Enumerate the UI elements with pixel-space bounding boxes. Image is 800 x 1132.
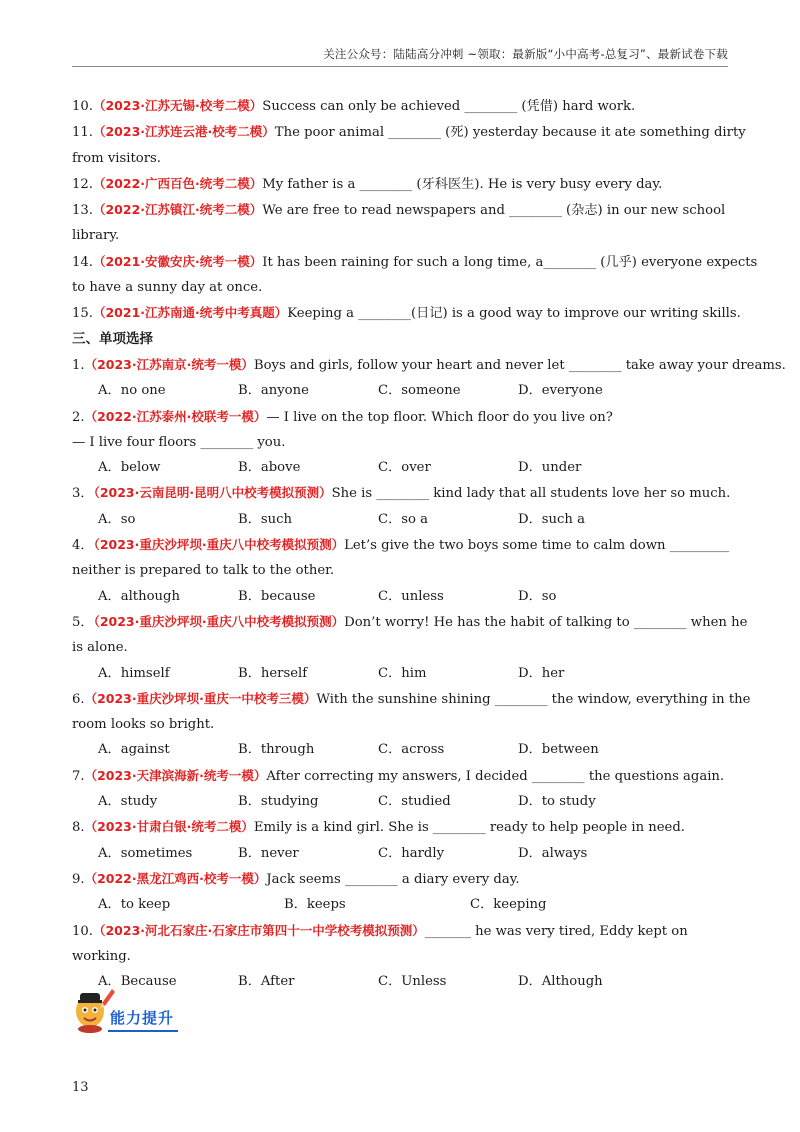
question-line bbox=[72, 197, 728, 223]
question-text: She is ________ kind lady that all students love her so much. bbox=[331, 486, 731, 502]
answer-options bbox=[72, 507, 728, 532]
choice-question bbox=[72, 763, 728, 815]
question-source: （2022·江苏镇江·统考二模） bbox=[92, 202, 263, 218]
answer-option: C．unless bbox=[378, 588, 444, 604]
question-text: Keeping a ________(日记) is a good way to improve our writing skills. bbox=[287, 306, 741, 322]
ability-label: 能力提升 bbox=[108, 1007, 178, 1032]
question-line bbox=[72, 814, 728, 840]
question-line bbox=[72, 146, 728, 171]
question-line bbox=[72, 430, 728, 455]
question-source: （2022·广西百色·统考二模） bbox=[92, 175, 263, 191]
question-line bbox=[72, 866, 728, 892]
answer-option: C．hardly bbox=[378, 845, 445, 861]
question-number: 11. bbox=[72, 125, 93, 141]
choice-question bbox=[72, 866, 728, 918]
question-number: 13. bbox=[72, 203, 93, 219]
answer-option: B．anyone bbox=[238, 383, 309, 399]
answer-option: D．under bbox=[518, 460, 582, 476]
answer-option: A．himself bbox=[98, 665, 170, 681]
question-source: （2021·江苏南通·统考中考真题） bbox=[92, 305, 288, 321]
question-text: Jack seems ________ a diary every day. bbox=[266, 871, 520, 887]
question-line bbox=[72, 558, 728, 583]
question-text: working. bbox=[72, 948, 131, 964]
answer-option: B．above bbox=[238, 460, 301, 476]
document-body bbox=[72, 93, 786, 994]
ability-badge bbox=[72, 985, 212, 1035]
answer-option: A．no one bbox=[98, 383, 166, 399]
question-number: 1. bbox=[72, 357, 85, 373]
answer-options bbox=[72, 737, 728, 762]
answer-option: C．studied bbox=[378, 794, 451, 810]
question-source: （2023·重庆沙坪坝·重庆八中校考模拟预测） bbox=[93, 613, 345, 629]
answer-option: A．although bbox=[98, 588, 180, 604]
answer-option: A．sometimes bbox=[98, 845, 193, 861]
question-line bbox=[72, 635, 728, 660]
answer-option: B．such bbox=[238, 511, 293, 527]
question-source: （2023·江苏连云港·校考二模） bbox=[92, 124, 275, 140]
question-text: My father is a ________ (牙科医生). He is very busy every day. bbox=[262, 176, 663, 192]
answer-option: A．against bbox=[98, 742, 170, 758]
question-number: 14. bbox=[72, 254, 93, 270]
question-number: 6. bbox=[72, 691, 85, 707]
answer-option: C．someone bbox=[378, 383, 461, 399]
answer-option: D．between bbox=[518, 742, 599, 758]
question-line bbox=[72, 712, 728, 737]
page-number: 13 bbox=[72, 1080, 89, 1095]
question-line bbox=[72, 686, 751, 712]
question-text: to have a sunny day at once. bbox=[72, 280, 263, 296]
question-line bbox=[72, 352, 786, 378]
question-text: It has been raining for such a long time, a________ (几乎) everyone expects bbox=[262, 254, 758, 270]
question-line bbox=[72, 249, 758, 275]
answer-option: B．studying bbox=[238, 794, 319, 810]
answer-option: D．everyone bbox=[518, 383, 603, 399]
question-text: library. bbox=[72, 228, 120, 244]
question-text: — I live four floors ________ you. bbox=[72, 434, 286, 450]
page-header: 关注公众号：陆陆高分冲刺 ~领取：最新版“小中高考-总复习”、最新试卷下载 bbox=[323, 47, 728, 61]
choice-questions bbox=[72, 352, 786, 994]
answer-option: D．Although bbox=[518, 974, 603, 990]
question-line bbox=[72, 119, 746, 145]
question-source: （2023·云南昆明·昆明八中校考模拟预测） bbox=[93, 485, 332, 501]
header-divider bbox=[72, 66, 728, 67]
question-text: from visitors. bbox=[72, 150, 161, 166]
question-number: 10. bbox=[72, 923, 93, 939]
question-source: （2021·安徽安庆·统考一模） bbox=[92, 253, 263, 269]
answer-option: A．below bbox=[98, 460, 161, 476]
answer-option: C．over bbox=[378, 460, 431, 476]
answer-options bbox=[72, 892, 728, 917]
question-text: After correcting my answers, I decided ________ the questions again. bbox=[266, 768, 725, 784]
fill-in-questions bbox=[72, 93, 758, 327]
question-text: is alone. bbox=[72, 640, 128, 656]
answer-option: A．so bbox=[98, 511, 136, 527]
fill-question bbox=[72, 249, 758, 301]
question-number: 8. bbox=[72, 820, 85, 836]
question-text: — I live on the top floor. Which floor do you live on? bbox=[266, 409, 613, 425]
question-number: 12. bbox=[72, 176, 93, 192]
answer-option: C．him bbox=[378, 665, 427, 681]
answer-options bbox=[72, 584, 728, 609]
answer-option: D．always bbox=[518, 845, 588, 861]
question-source: （2022·黑龙江鸡西·校考一模） bbox=[84, 870, 267, 886]
answer-options bbox=[72, 661, 728, 686]
question-source: （2022·江苏泰州·校联考一模） bbox=[84, 408, 267, 424]
answer-option: D．her bbox=[518, 665, 565, 681]
question-line bbox=[72, 918, 728, 944]
answer-option: B．because bbox=[238, 588, 316, 604]
question-number: 2. bbox=[72, 409, 85, 425]
answer-option: B．herself bbox=[238, 665, 308, 681]
question-source: （2023·重庆沙坪坝·重庆一中校考三模） bbox=[84, 690, 317, 706]
choice-question bbox=[72, 404, 728, 481]
question-line bbox=[72, 404, 728, 430]
question-text: With the sunshine shining ________ the window, everything in the bbox=[316, 691, 751, 707]
answer-option: B．keeps bbox=[284, 897, 346, 913]
fill-question bbox=[72, 171, 728, 197]
fill-question bbox=[72, 197, 728, 249]
question-text: Let’s give the two boys some time to calm down _________ bbox=[344, 538, 730, 554]
question-source: （2023·江苏无锡·校考二模） bbox=[92, 98, 263, 113]
answer-option: D．such a bbox=[518, 511, 585, 527]
question-source: （2023·天津滨海新·统考一模） bbox=[84, 767, 267, 783]
question-line bbox=[72, 223, 728, 248]
answer-option: C．Unless bbox=[378, 974, 447, 990]
answer-options bbox=[72, 455, 728, 480]
question-text: _______ he was very tired, Eddy kept on bbox=[424, 923, 688, 939]
question-number: 15. bbox=[72, 306, 93, 322]
question-text: Success can only be achieved ________ (凭借) hard work. bbox=[262, 99, 636, 114]
answer-options bbox=[72, 789, 728, 814]
answer-option: D．to study bbox=[518, 794, 596, 810]
question-number: 4． bbox=[72, 538, 94, 554]
question-source: （2023·江苏南京·统考一模） bbox=[84, 356, 254, 372]
choice-question bbox=[72, 609, 748, 686]
answer-option: B．through bbox=[238, 742, 315, 758]
question-number: 3． bbox=[72, 486, 94, 502]
question-line bbox=[72, 480, 731, 506]
question-number: 5． bbox=[72, 614, 94, 630]
answer-option: C．keeping bbox=[470, 897, 547, 913]
question-line bbox=[72, 275, 728, 300]
question-source: （2023·河北石家庄·石家庄市第四十一中学校考模拟预测） bbox=[92, 922, 425, 938]
answer-option: B．After bbox=[238, 974, 295, 990]
question-line bbox=[72, 171, 728, 197]
choice-question bbox=[72, 352, 786, 404]
answer-option: B．never bbox=[238, 845, 299, 861]
fill-question bbox=[72, 119, 746, 171]
fill-question bbox=[72, 300, 741, 326]
answer-option: A．study bbox=[98, 794, 158, 810]
question-line bbox=[72, 93, 728, 119]
answer-option: C．across bbox=[378, 742, 445, 758]
answer-option: A．to keep bbox=[98, 897, 171, 913]
choice-question bbox=[72, 532, 728, 609]
answer-option: C．so a bbox=[378, 511, 429, 527]
question-text: Boys and girls, follow your heart and never let ________ take away your dreams. bbox=[253, 357, 786, 373]
answer-option: D．so bbox=[518, 588, 557, 604]
question-text: neither is prepared to talk to the other. bbox=[72, 563, 335, 579]
choice-question bbox=[72, 480, 731, 532]
question-number: 9. bbox=[72, 871, 85, 887]
question-number: 10. bbox=[72, 99, 93, 114]
answer-options bbox=[72, 378, 728, 403]
question-text: room looks so bright. bbox=[72, 717, 215, 733]
answer-options bbox=[72, 841, 728, 866]
question-line bbox=[72, 944, 728, 969]
question-number: 7. bbox=[72, 768, 85, 784]
question-line bbox=[72, 300, 741, 326]
section-title: 三、单项选择 bbox=[72, 330, 153, 347]
choice-question bbox=[72, 686, 751, 763]
question-line bbox=[72, 763, 728, 789]
question-text: We are free to read newspapers and ________ (杂志) in our new school bbox=[262, 203, 726, 219]
question-text: The poor animal ________ (死) yesterday because it ate something dirty bbox=[274, 125, 746, 141]
question-text: Don’t worry! He has the habit of talking to ________ when he bbox=[344, 614, 748, 630]
answer-option: A．Because bbox=[98, 974, 177, 990]
fill-question bbox=[72, 93, 728, 119]
question-line bbox=[72, 609, 748, 635]
question-text: Emily is a kind girl. She is ________ ready to help people in need. bbox=[253, 820, 685, 836]
question-source: （2023·重庆沙坪坝·重庆八中校考模拟预测） bbox=[93, 537, 345, 553]
choice-question bbox=[72, 918, 728, 995]
question-line bbox=[72, 532, 728, 558]
question-source: （2023·甘肃白银·统考二模） bbox=[84, 819, 254, 835]
choice-question bbox=[72, 814, 728, 866]
